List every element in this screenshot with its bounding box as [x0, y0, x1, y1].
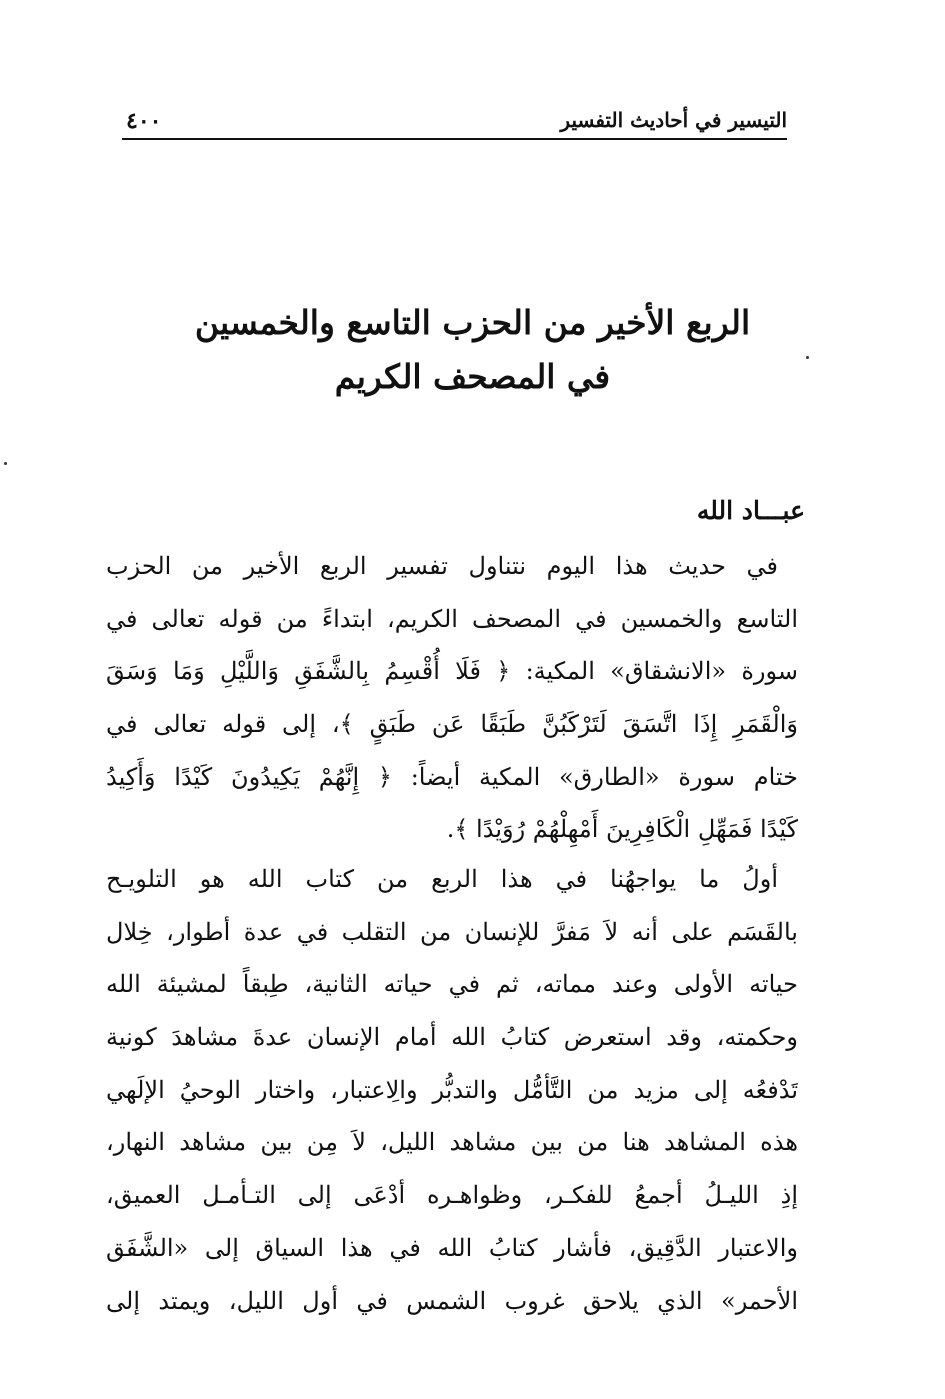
paragraph-line: سورة «الانشقاق» المكية: ﴿ فَلَا أُقْسِمُ بِالشَّفَقِ وَاللَّيْلِ وَمَا وَسَقَ: [106, 657, 798, 686]
paragraph-line: في حديث هذا اليوم نتناول تفسير الربع الأخير من الحزب: [106, 552, 778, 580]
page-header: [122, 104, 787, 140]
paragraph-line: أولُ ما يواجهُنا في هذا الربع من كتاب الله هو التلويـح: [106, 865, 778, 893]
paragraph-line: حياته الأولى وعند مماته، ثم في حياته الثانية، طِبقاً لمشيئة الله: [106, 970, 798, 999]
paragraph-line: إذِ الليـلُ أجمعُ للفكـر، وظواهـره أدْعَى إلى التـأمـل العميق،: [106, 1181, 798, 1210]
paragraph-line: التاسع والخمسين في المصحف الكريم، ابتداءً من قوله تعالى في: [106, 604, 798, 633]
paragraph-line: ختام سورة «الطارق» المكية أيضاً: ﴿ إِنَّهُمْ يَكِيدُونَ كَيْدًا وَأَكِيدُ: [106, 762, 798, 791]
paragraph-2: [106, 853, 798, 1327]
paragraph-line: كَيْدًا فَمَهِّلِ الْكَافِرِينَ أَمْهِلْهُمْ رُوَيْدًا ﴾.: [446, 815, 798, 844]
page-number: ٤٠٠: [126, 108, 162, 134]
paragraph-line: الأحمر» الذي يلاحق غروب الشمس في أول الليل، ويمتد إلى: [106, 1286, 798, 1315]
paragraph-line: وَالْقَمَرِ إِذَا اتَّسَقَ لَتَرْكَبُنَّ طَبَقًا عَن طَبَقٍ ﴾، إلى قوله تعالى في: [106, 710, 798, 739]
paragraph-line: وحكمته، وقد استعرض كتابُ الله أمام الإنسان عدةَ مشاهدَ كونية: [106, 1023, 798, 1052]
section-title-line-1: الربع الأخير من الحزب التاسع والخمسين: [194, 303, 751, 342]
section-title: [140, 296, 805, 404]
paragraph-line: والاعتبار الدَّقِيق، فأشار كتابُ الله في هذا السياق إلى «الشَّفَق: [106, 1233, 798, 1262]
section-title-line-2: في المصحف الكريم: [334, 357, 611, 396]
scan-speck: [4, 462, 7, 465]
paragraph-line: تَدْفعُه إلى مزيد من التَّأمُّل والتدبُّر والِاعتبار، واختار الوحيُ الإلَهي: [106, 1075, 798, 1104]
address-heading: عبـــاد الله: [696, 496, 805, 525]
paragraph-line: هذه المشاهد هنا من بين مشاهد الليل، لاَ مِن بين مشاهد النهار،: [106, 1128, 798, 1157]
paragraph-1: [106, 540, 798, 856]
running-title: التيسير في أحاديث التفسير: [560, 108, 787, 132]
paragraph-line: بالقَسَم على أنه لاَ مَفرَّ للإنسان من التقلب في عدة أطوار، خِلال: [106, 917, 798, 946]
scan-speck: [806, 356, 809, 359]
